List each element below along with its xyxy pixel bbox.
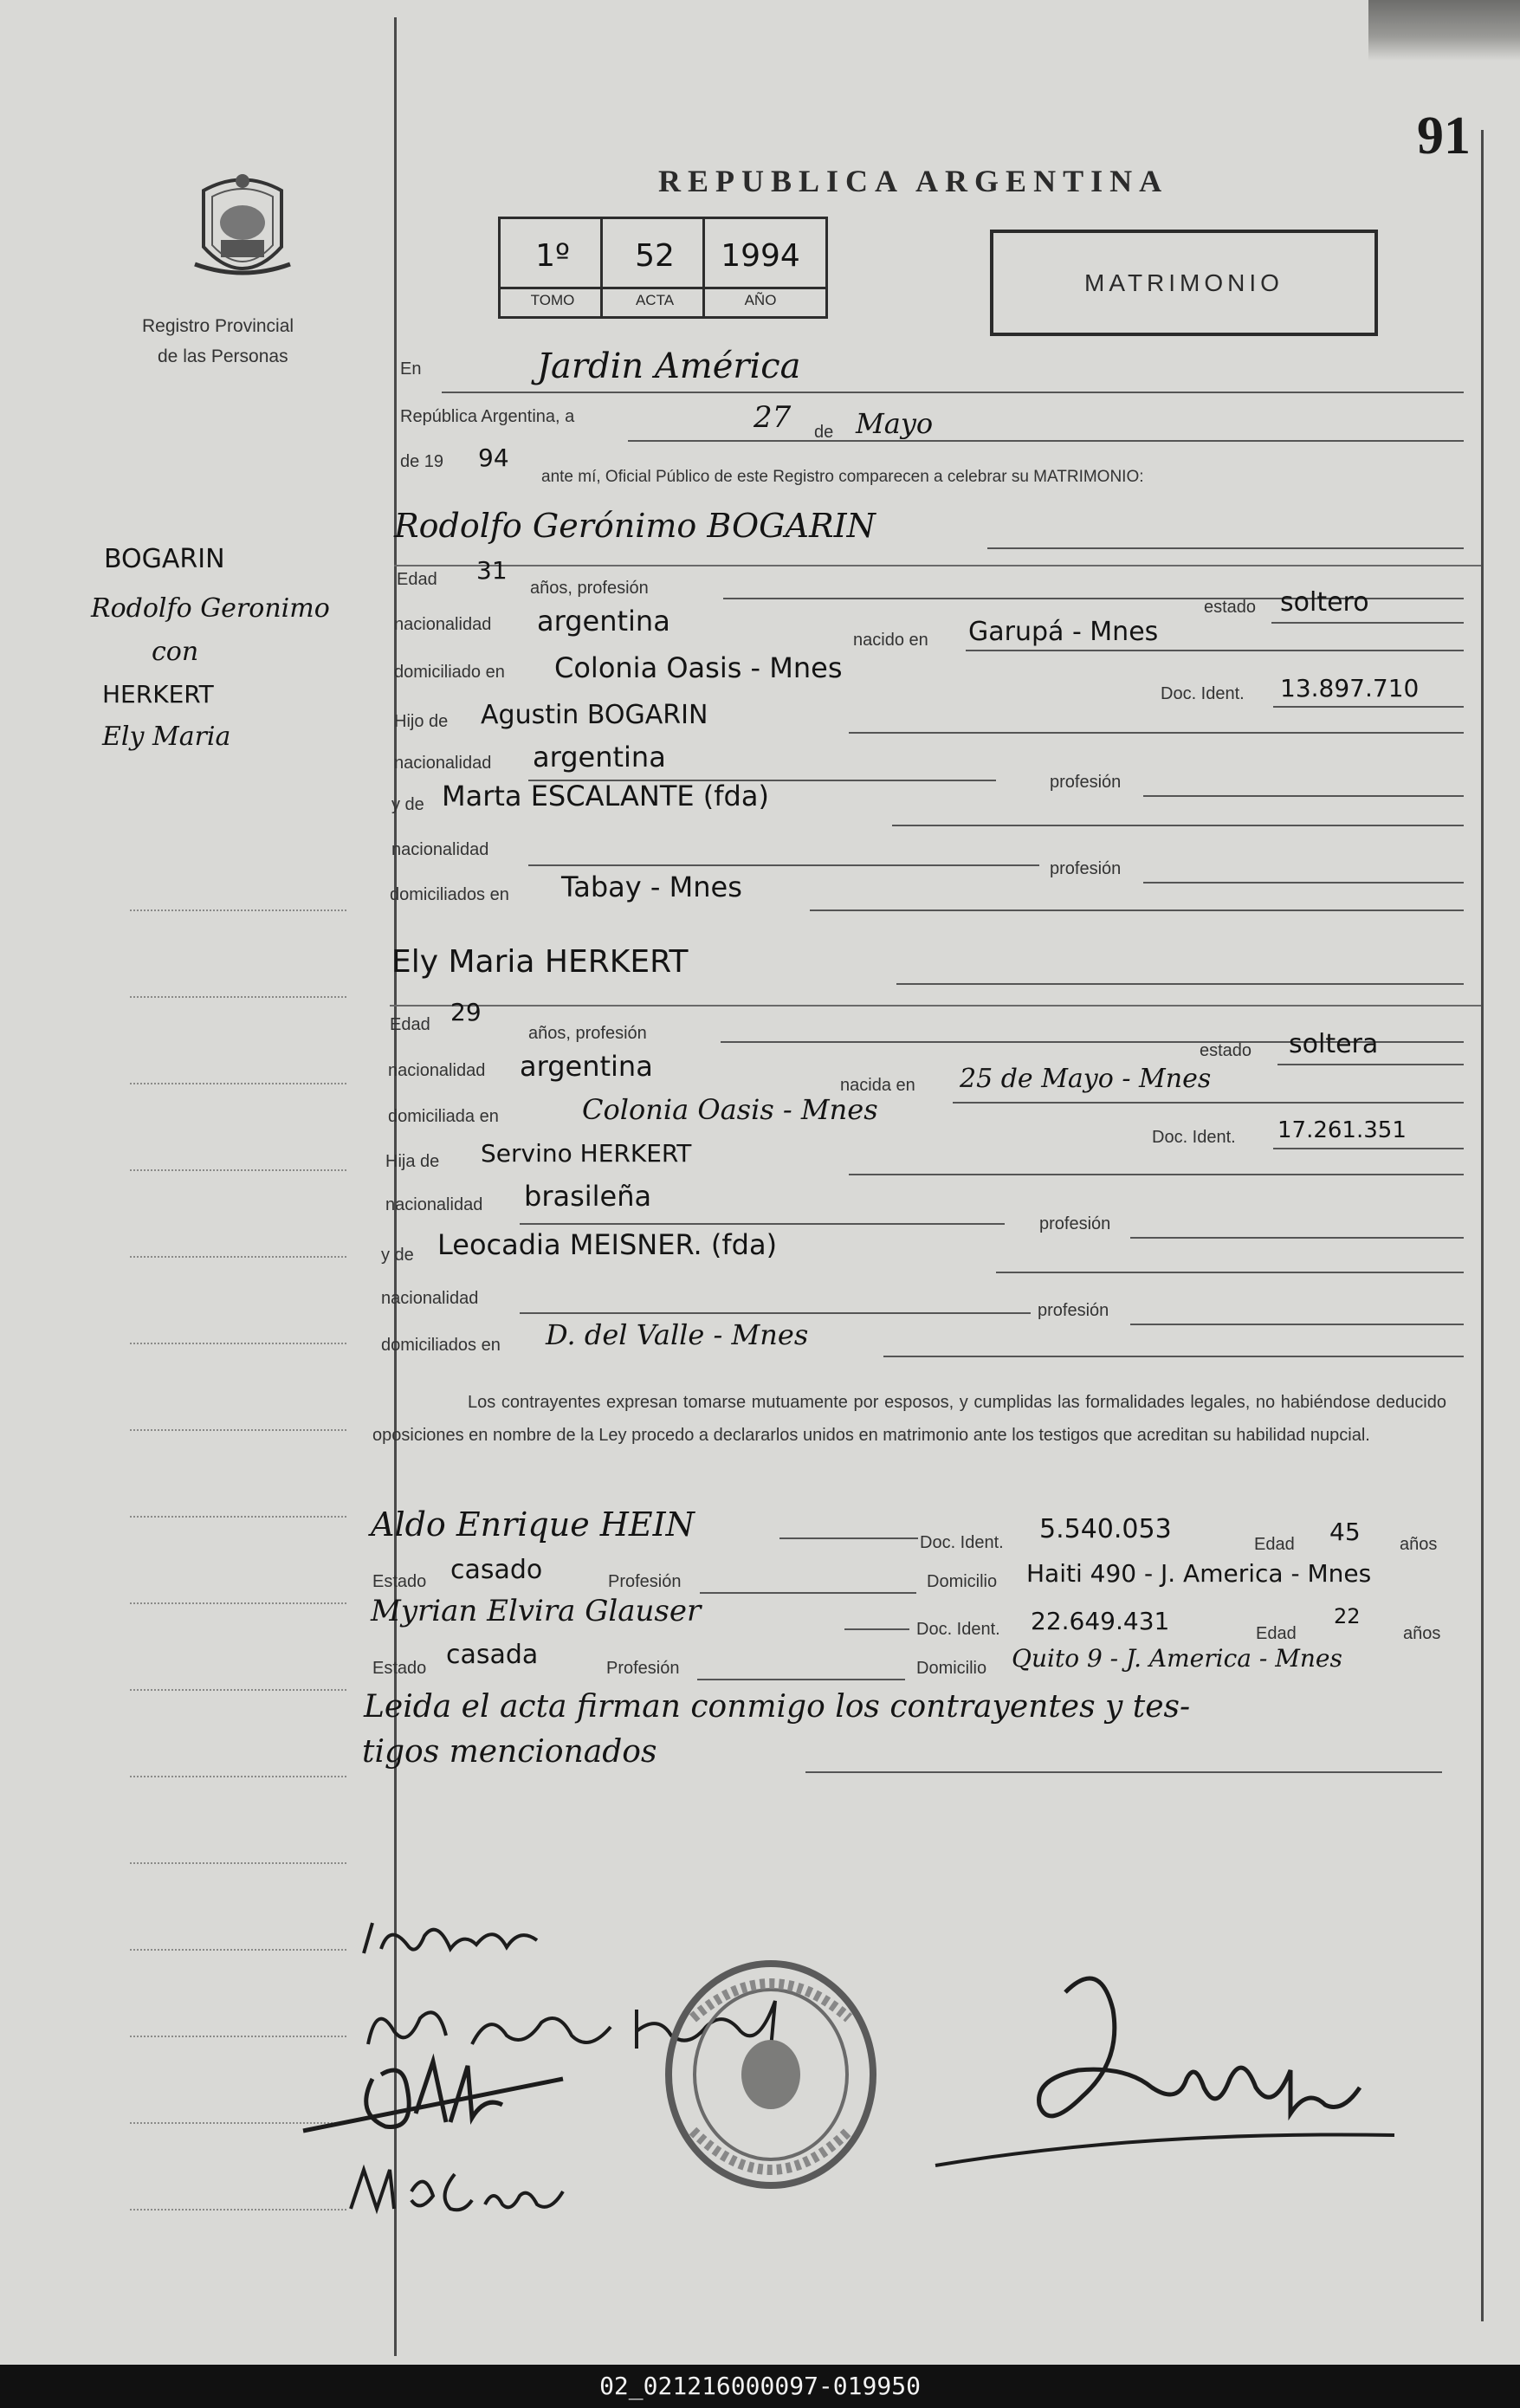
fill-line — [1143, 795, 1464, 797]
groom-father: Agustin BOGARIN — [481, 700, 708, 730]
groom-father-nationality: argentina — [533, 741, 666, 774]
witness2-name: Myrian Elvira Glauser — [371, 1594, 702, 1628]
bride-age: 29 — [450, 998, 482, 1026]
torn-paper-edge — [1368, 0, 1520, 61]
groom-anos-label: años, profesión — [530, 579, 649, 598]
closing-line1: Leida el acta firman conmigo los contrayentes y tes- — [364, 1689, 1191, 1725]
groom-nationality: argentina — [537, 605, 670, 638]
witness1-name: Aldo Enrique HEIN — [371, 1505, 695, 1544]
section-divider — [390, 1005, 1481, 1007]
officer-signature — [927, 1958, 1412, 2183]
witness2-doc: 22.649.431 — [1031, 1607, 1170, 1635]
bride-mother-profession-label: profesión — [1038, 1301, 1109, 1320]
record-number-box — [498, 217, 828, 319]
witness2-civil-status: casada — [446, 1640, 539, 1670]
groom-mother: Marta ESCALANTE (fda) — [442, 780, 769, 812]
fill-line — [987, 547, 1464, 549]
margin-dotted-line — [130, 1689, 346, 1691]
witness2-profession-label: Profesión — [606, 1659, 680, 1678]
bride-father-nationality: brasileña — [524, 1180, 652, 1213]
witness2-anos-label: años — [1403, 1624, 1441, 1643]
witness1-doc: 5.540.053 — [1039, 1514, 1172, 1544]
bride-father-label: Hija de — [385, 1152, 440, 1171]
witness2-address-label: Domicilio — [916, 1659, 987, 1678]
witness2-edad-label: Edad — [1256, 1624, 1297, 1643]
section-divider — [394, 565, 1481, 566]
fill-line — [520, 1312, 1031, 1314]
bride-doc: 17.261.351 — [1277, 1117, 1407, 1143]
fill-line — [849, 732, 1464, 734]
witness1-doc-label: Doc. Ident. — [920, 1533, 1004, 1552]
witness2-doc-label: Doc. Ident. — [916, 1620, 1000, 1639]
margin-note-name: Rodolfo Geronimo — [91, 593, 330, 624]
fill-line — [1130, 1237, 1464, 1239]
bride-estado-label: estado — [1200, 1041, 1252, 1060]
margin-dotted-line — [130, 1949, 346, 1951]
closing-line2: tigos mencionados — [362, 1734, 657, 1770]
witness1-anos-label: años — [1400, 1535, 1438, 1554]
fill-line — [520, 1223, 1005, 1225]
tomo-value: 1º — [535, 238, 570, 274]
groom-nationality-label: nacionalidad — [394, 615, 492, 634]
fill-line — [805, 1771, 1442, 1773]
fill-line — [700, 1592, 916, 1594]
bride-mother-label: y de — [381, 1246, 414, 1265]
fill-line — [1130, 1324, 1464, 1325]
witness2-estado-label: Estado — [372, 1659, 427, 1678]
marriage-place: Jardin América — [537, 346, 801, 386]
bride-born-label: nacida en — [840, 1076, 915, 1095]
groom-address: Colonia Oasis - Mnes — [554, 651, 843, 684]
registry-name-line1: Registro Provincial — [142, 316, 294, 336]
margin-note-con: con — [152, 637, 199, 667]
bride-nationality: argentina — [520, 1050, 653, 1083]
witness1-profession-label: Profesión — [608, 1572, 682, 1591]
document-id-footer: 02_021216000097-019950 — [0, 2365, 1520, 2408]
bride-birthplace: 25 de Mayo - Mnes — [960, 1064, 1212, 1094]
fill-line — [1271, 622, 1464, 624]
fill-line — [892, 825, 1464, 826]
fill-line — [1277, 1064, 1464, 1065]
act-type-box: MATRIMONIO — [990, 230, 1378, 336]
margin-dotted-line — [130, 996, 346, 998]
bride-edad-label: Edad — [390, 1015, 430, 1034]
groom-parents-address: Tabay - Mnes — [561, 871, 742, 903]
margin-dotted-line — [130, 1169, 346, 1171]
fill-line — [883, 1356, 1464, 1357]
witness1-address-label: Domicilio — [927, 1572, 998, 1591]
bride-parents-address-label: domiciliados en — [381, 1336, 501, 1355]
registry-name-line2: de las Personas — [158, 346, 288, 366]
bride-name: Ely Maria HERKERT — [391, 944, 689, 980]
witness2-address: Quito 9 - J. America - Mnes — [1012, 1644, 1342, 1673]
margin-dotted-line — [130, 1516, 346, 1518]
margin-dotted-line — [130, 1602, 346, 1604]
marriage-day: 27 — [754, 400, 792, 435]
bride-parents-address: D. del Valle - Mnes — [546, 1318, 809, 1351]
year-prefix: de 19 — [400, 452, 444, 471]
fill-line — [844, 1628, 909, 1630]
groom-mother-label: y de — [391, 795, 424, 814]
right-border-rule — [1481, 130, 1484, 2321]
bride-anos-label: años, profesión — [528, 1024, 647, 1043]
bride-doc-label: Doc. Ident. — [1152, 1128, 1236, 1147]
fill-line — [1273, 1148, 1464, 1149]
groom-civil-status: soltero — [1280, 587, 1369, 618]
fill-line — [996, 1272, 1464, 1273]
margin-dotted-line — [130, 1862, 346, 1864]
groom-mother-profession-label: profesión — [1050, 859, 1122, 878]
document-title: REPUBLICA ARGENTINA — [658, 164, 1169, 198]
bride-father-profession-label: profesión — [1039, 1214, 1111, 1233]
official-seal-stamp — [658, 1958, 883, 2191]
fill-line — [628, 440, 1464, 442]
ano-value: 1994 — [721, 238, 800, 274]
groom-age: 31 — [476, 556, 508, 585]
groom-doc-label: Doc. Ident. — [1161, 684, 1245, 703]
groom-estado-label: estado — [1204, 598, 1257, 617]
groom-father-profession-label: profesión — [1050, 773, 1122, 792]
margin-dotted-line — [130, 1256, 346, 1258]
fill-line — [1143, 882, 1464, 884]
groom-born-label: nacido en — [853, 631, 928, 650]
witness1-civil-status: casado — [450, 1555, 543, 1585]
declaration-paragraph: Los contrayentes expresan tomarse mutuamente por esposos, y cumplidas las formalidades legales, no habiéndose deducido oposiciones en nombre de la Ley procedo a declararlos unidos en matrimonio ante los testigos que acreditan su habilidad nupcial. — [372, 1393, 1446, 1445]
witness1-edad-label: Edad — [1254, 1535, 1295, 1554]
intro-statement: ante mí, Oficial Público de este Registro comparecen a celebrar su MATRIMONIO: — [541, 468, 1144, 486]
fill-line — [810, 909, 1464, 911]
margin-dotted-line — [130, 1776, 346, 1777]
groom-signature — [355, 1906, 563, 1975]
fill-line — [896, 983, 1464, 985]
witness1-signature — [286, 2044, 580, 2165]
groom-father-nationality-label: nacionalidad — [394, 754, 492, 773]
bride-civil-status: soltera — [1289, 1029, 1379, 1059]
margin-dotted-line — [130, 2209, 346, 2211]
witness1-age: 45 — [1329, 1518, 1361, 1546]
margin-note-bride-surname: HERKERT — [102, 680, 214, 709]
groom-father-label: Hijo de — [394, 712, 449, 731]
de-label: de — [814, 423, 834, 442]
fill-line — [966, 650, 1464, 651]
tomo-label: TOMO — [530, 292, 575, 308]
witness2-signature — [342, 2157, 576, 2226]
bride-mother-nationality-label: nacionalidad — [381, 1289, 479, 1308]
witness1-address: Haiti 490 - J. America - Mnes — [1026, 1559, 1372, 1588]
margin-dotted-line — [130, 1343, 346, 1344]
republica-label: República Argentina, a — [400, 407, 575, 426]
groom-name: Rodolfo Gerónimo BOGARIN — [394, 507, 876, 545]
groom-edad-label: Edad — [397, 570, 437, 589]
bride-father-nationality-label: nacionalidad — [385, 1195, 483, 1214]
margin-note-bride-name: Ely Maria — [102, 722, 231, 752]
ano-label: AÑO — [744, 292, 777, 308]
fill-line — [697, 1679, 905, 1680]
witness2-age: 22 — [1334, 1604, 1361, 1628]
fill-line — [528, 864, 1039, 866]
acta-value: 52 — [635, 238, 675, 274]
bride-address-label: domiciliada en — [388, 1107, 499, 1126]
witness1-estado-label: Estado — [372, 1572, 427, 1591]
fill-line — [442, 392, 1464, 393]
margin-dotted-line — [130, 1429, 346, 1431]
marriage-year: 94 — [478, 443, 509, 472]
bride-nationality-label: nacionalidad — [388, 1061, 486, 1080]
groom-birthplace: Garupá - Mnes — [968, 617, 1159, 647]
en-label: En — [400, 359, 422, 379]
groom-doc: 13.897.710 — [1280, 674, 1420, 702]
bride-address: Colonia Oasis - Mnes — [582, 1093, 878, 1126]
fill-line — [1273, 706, 1464, 708]
page-number: 91 — [1417, 107, 1471, 165]
fill-line — [953, 1102, 1464, 1104]
bride-mother: Leocadia MEISNER. (fda) — [437, 1228, 778, 1261]
bride-father: Servino HERKERT — [481, 1139, 692, 1168]
margin-dotted-line — [130, 1083, 346, 1084]
margin-dotted-line — [130, 909, 346, 911]
coat-of-arms-icon — [186, 169, 299, 295]
margin-note-surname: BOGARIN — [104, 544, 225, 574]
groom-parents-address-label: domiciliados en — [390, 885, 509, 904]
fill-line — [779, 1537, 918, 1539]
margin-dotted-line — [130, 2036, 346, 2037]
acta-label: ACTA — [635, 292, 675, 308]
marriage-month: Mayo — [856, 407, 934, 440]
groom-mother-nationality-label: nacionalidad — [391, 840, 489, 859]
fill-line — [849, 1174, 1464, 1175]
groom-address-label: domiciliado en — [394, 663, 505, 682]
